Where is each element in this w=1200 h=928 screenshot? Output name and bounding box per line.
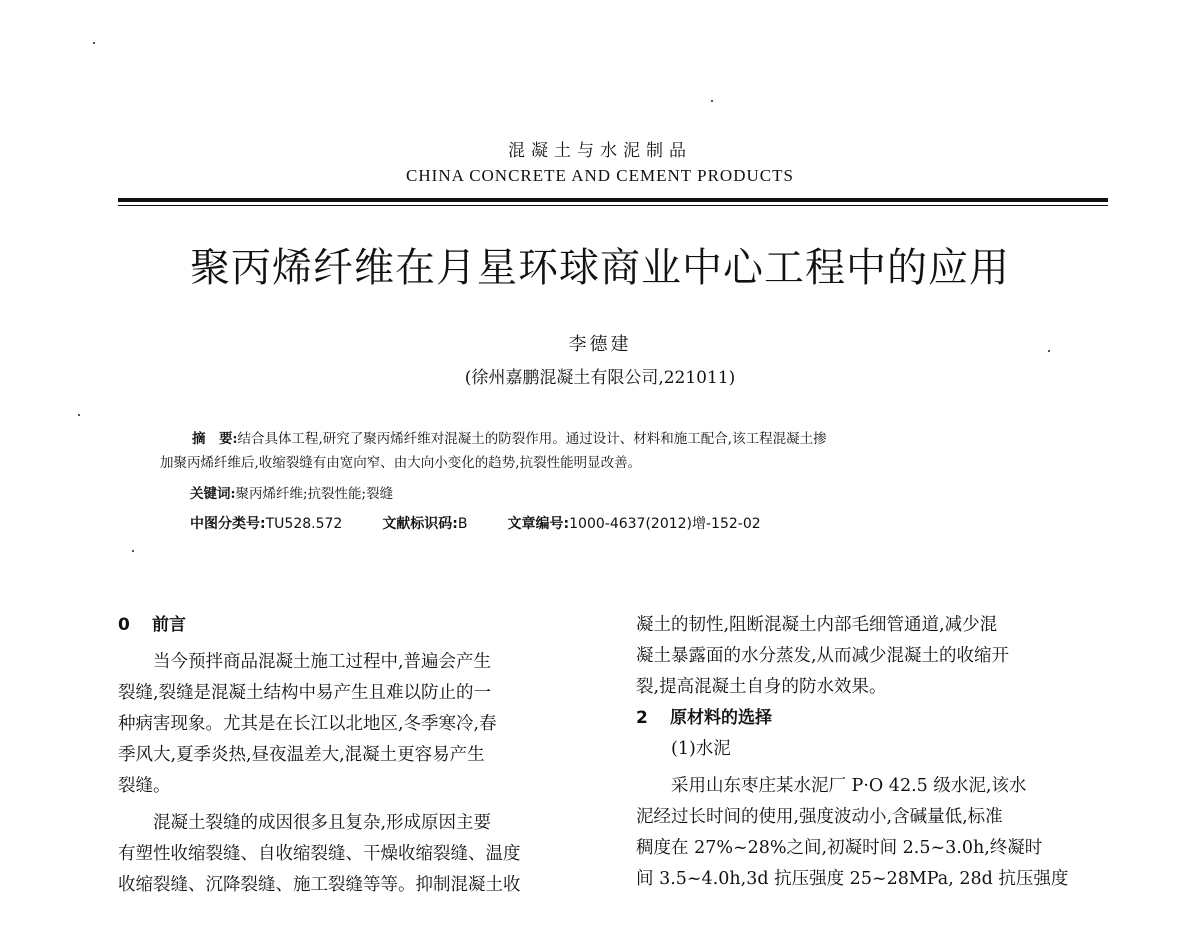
text-line: 裂缝,裂缝是混凝土结构中易产生且难以防止的一 — [118, 683, 492, 703]
text-line: 凝土暴露面的水分蒸发,从而减少混凝土的收缩开 — [636, 646, 1010, 666]
text-line: 混凝土裂缝的成因很多且复杂,形成原因主要 — [153, 813, 492, 833]
section-0-heading — [118, 610, 588, 641]
keywords — [190, 482, 1130, 506]
text-line: 采用山东枣庄某水泥厂 P·O 42.5 级水泥,该水 — [671, 776, 1027, 796]
scan-speck — [132, 550, 134, 552]
scan-speck — [78, 414, 80, 416]
text-line: 间 3.5~4.0h,3d 抗压强度 25~28MPa, 28d 抗压强度 — [636, 869, 1069, 889]
affiliation: (徐州嘉鹏混凝土有限公司,221011) — [464, 368, 736, 388]
section-0-title: 前言 — [152, 615, 186, 635]
header-rule-thin — [118, 205, 1108, 206]
author: 李德建 — [568, 334, 632, 355]
text-line: 凝土的韧性,阻断混凝土内部毛细管通道,减少混 — [636, 615, 998, 635]
section-0-number: 0 — [118, 615, 130, 635]
article-number-label: 文章编号: — [507, 516, 570, 532]
text-line: 裂,提高混凝土自身的防水效果。 — [636, 677, 887, 697]
paper-title: 聚丙烯纤维在月星环球商业中心工程中的应用 — [190, 245, 1010, 291]
text-line: 当今预拌商品混凝土施工过程中,普遍会产生 — [153, 652, 492, 672]
left-column — [118, 610, 588, 901]
doc-code-value: B — [457, 516, 468, 532]
section-2-heading — [636, 703, 1106, 734]
header-rule-thick — [118, 198, 1108, 202]
abstract-label: 摘 要: — [192, 431, 238, 447]
doc-code-label: 文献标识码: — [382, 516, 458, 532]
keywords-label: 关键词: — [190, 486, 236, 502]
scan-speck — [711, 100, 713, 102]
journal-name-cn: 混凝土与水泥制品 — [508, 141, 692, 161]
clc-label: 中图分类号: — [190, 516, 266, 532]
scan-speck — [93, 42, 95, 44]
article-number-value: 1000-4637(2012)增-152-02 — [569, 516, 761, 532]
keywords-text: 聚丙烯纤维;抗裂性能;裂缝 — [235, 486, 394, 502]
subsection-cement: (1)水泥 — [671, 739, 731, 759]
section-2-title: 原材料的选择 — [670, 708, 772, 728]
clc-value: TU528.572 — [265, 516, 343, 532]
classification-line — [190, 512, 1130, 536]
text-line: 种病害现象。尤其是在长江以北地区,冬季寒冷,春 — [118, 714, 497, 734]
right-column — [636, 610, 1106, 895]
text-line: 收缩裂缝、沉降裂缝、施工裂缝等等。抑制混凝土收 — [118, 875, 521, 895]
text-line: 泥经过长时间的使用,强度波动小,含碱量低,标准 — [636, 807, 1003, 827]
abstract-line-2: 加聚丙烯纤维后,收缩裂缝有由宽向窄、由大向小变化的趋势,抗裂性能明显改善。 — [160, 455, 642, 471]
scan-speck — [1048, 350, 1050, 352]
abstract-line-1 — [160, 427, 1100, 451]
journal-name-en: CHINA CONCRETE AND CEMENT PRODUCTS — [406, 166, 794, 185]
abstract-text-1: 结合具体工程,研究了聚丙烯纤维对混凝土的防裂作用。通过设计、材料和施工配合,该工程混凝土掺 — [237, 431, 827, 447]
section-2-number: 2 — [636, 708, 648, 728]
text-line: 有塑性收缩裂缝、自收缩裂缝、干燥收缩裂缝、温度 — [118, 844, 521, 864]
text-line: 裂缝。 — [118, 776, 171, 796]
text-line: 季风大,夏季炎热,昼夜温差大,混凝土更容易产生 — [118, 745, 485, 765]
text-line: 稠度在 27%~28%之间,初凝时间 2.5~3.0h,终凝时 — [636, 838, 1043, 858]
